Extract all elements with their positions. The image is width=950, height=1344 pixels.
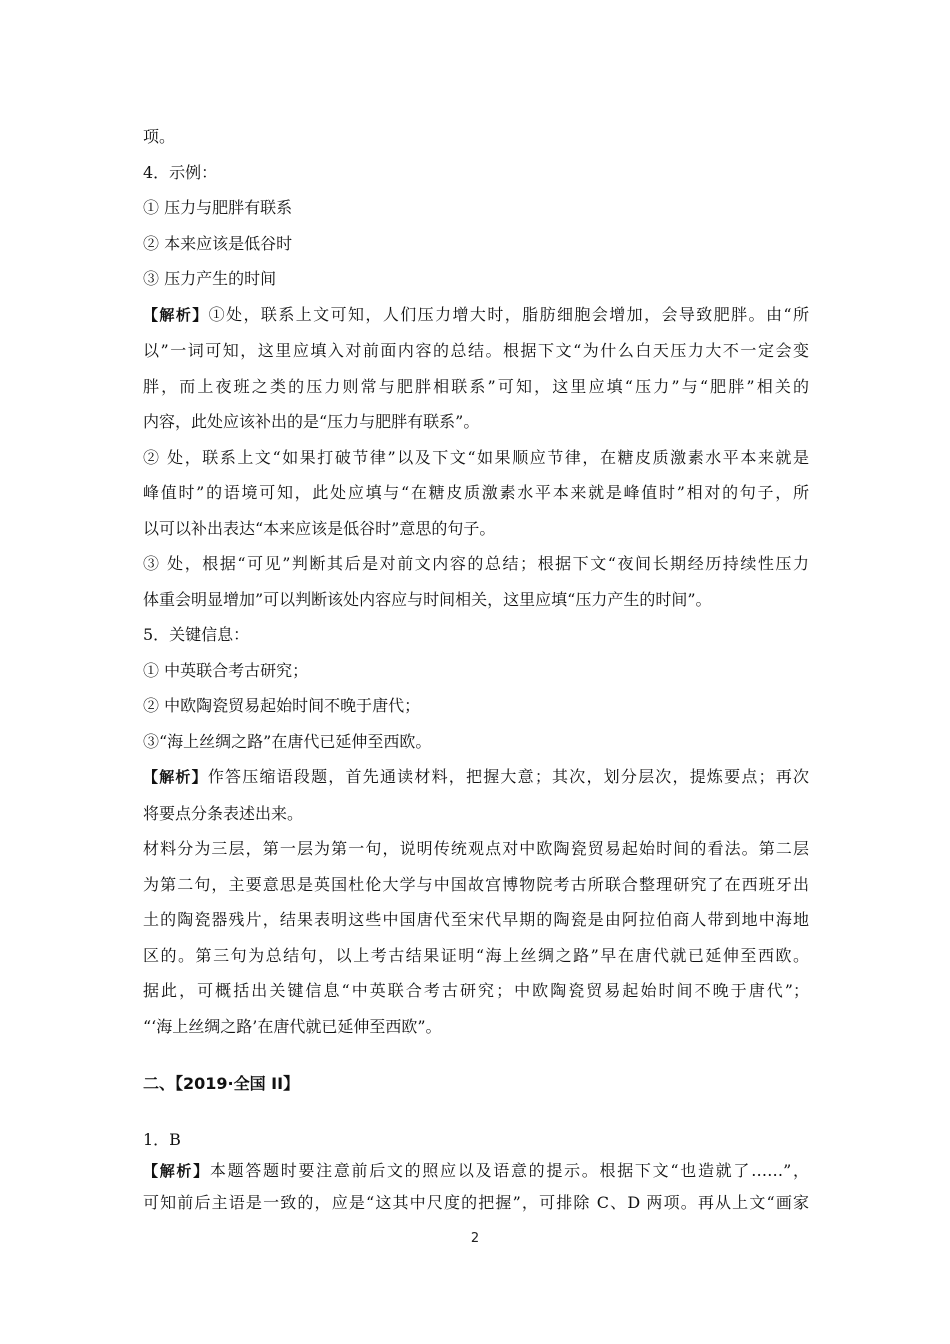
analysis-tag: 【解析】: [143, 305, 209, 324]
analysis-tag: 【解析】: [143, 1162, 210, 1180]
section-heading: 二、【2019·全国 II】: [143, 1074, 300, 1093]
analysis-text: 本题答题时要注意前后文的照应以及语意的提示。根据下文“也造就了……”，: [209, 1161, 809, 1180]
question-5-heading: 5．关键信息：: [143, 625, 250, 644]
analysis-tag: 【解析】: [143, 768, 208, 786]
answer-item-2: ② 本来应该是低谷时: [143, 233, 293, 253]
answer-item-3: ③ 压力产生的时间: [143, 269, 277, 288]
key-info-2: ② 中欧陶瓷贸易起始时间不晚于唐代；: [143, 696, 421, 715]
answer-item-1: ① 压力与肥胖有联系: [143, 198, 293, 217]
text-line: 以可以补出表达“本来应该是低谷时”意思的句子。: [143, 518, 496, 538]
document-body: [143, 119, 809, 1218]
text-line: 内容，此处应该补出的是“压力与肥胖有联系”。: [143, 412, 480, 431]
analysis-text: 作答压缩语段题，首先通读材料，把握大意；其次，划分层次，提炼要点；再次: [207, 767, 809, 786]
text-line: ② 处，联系上文“如果打破节律”以及下文“如果顺应节律，在糖皮质激素水平本来就是: [143, 447, 809, 467]
key-info-3: ③“海上丝绸之路”在唐代已延伸至西欧。: [143, 731, 432, 751]
question-1-answer: 1．B: [143, 1130, 181, 1149]
question-4-heading: 4．示例：: [143, 162, 218, 182]
text-line: 项。: [143, 127, 176, 146]
text-line: 峰值时”的语境可知，此处应填与“在糖皮质激素水平本来就是峰值时”相对的句子，所: [143, 483, 809, 502]
text-line: ③ 处，根据“可见”判断其后是对前文内容的总结；根据下文“夜间长期经历持续性压力: [143, 554, 809, 573]
text-line: 区的。第三句为总结句，以上考古结果证明“海上丝绸之路”早在唐代就已延伸至西欧。: [143, 945, 809, 965]
key-info-1: ① 中英联合考古研究；: [143, 660, 309, 680]
page-number: 2: [470, 1231, 480, 1246]
text-line: “‘海上丝绸之路’在唐代就已延伸至西欧”。: [143, 1016, 442, 1036]
analysis-line: [143, 759, 809, 796]
text-line: 将要点分条表述出来。: [143, 803, 304, 823]
text-line: 为第二句，主要意思是英国杜伦大学与中国故宫博物院考古所联合整理研究了在西班牙出: [143, 874, 809, 894]
text-line: 土的陶瓷器残片，结果表明这些中国唐代至宋代早期的陶瓷是由阿拉伯商人带到地中海地: [143, 910, 809, 929]
analysis-line: [143, 1155, 809, 1187]
text-line: 材料分为三层，第一层为第一句，说明传统观点对中欧陶瓷贸易起始时间的看法。第二层: [143, 839, 809, 858]
analysis-text: ①处，联系上文可知，人们压力增大时，脂肪细胞会增加，会导致肥胖。由“所: [208, 304, 809, 324]
text-line: 以”一词可知，这里应填入对前面内容的总结。根据下文“为什么白天压力大不一定会变: [143, 341, 809, 360]
text-line: 据此，可概括出关键信息“中英联合考古研究；中欧陶瓷贸易起始时间不晚于唐代”；: [143, 981, 809, 1000]
text-line: 胖，而上夜班之类的压力则常与肥胖相联系”可知，这里应填“压力”与“肥胖”相关的: [143, 376, 809, 396]
text-line: 体重会明显增加”可以判断该处内容应与时间相关，这里应填“压力产生的时间”。: [143, 589, 712, 609]
text-line: 可知前后主语是一致的，应是“这其中尺度的把握”，可排除 C、D 两项。再从上文“画家: [143, 1193, 809, 1212]
analysis-line: [143, 297, 809, 334]
